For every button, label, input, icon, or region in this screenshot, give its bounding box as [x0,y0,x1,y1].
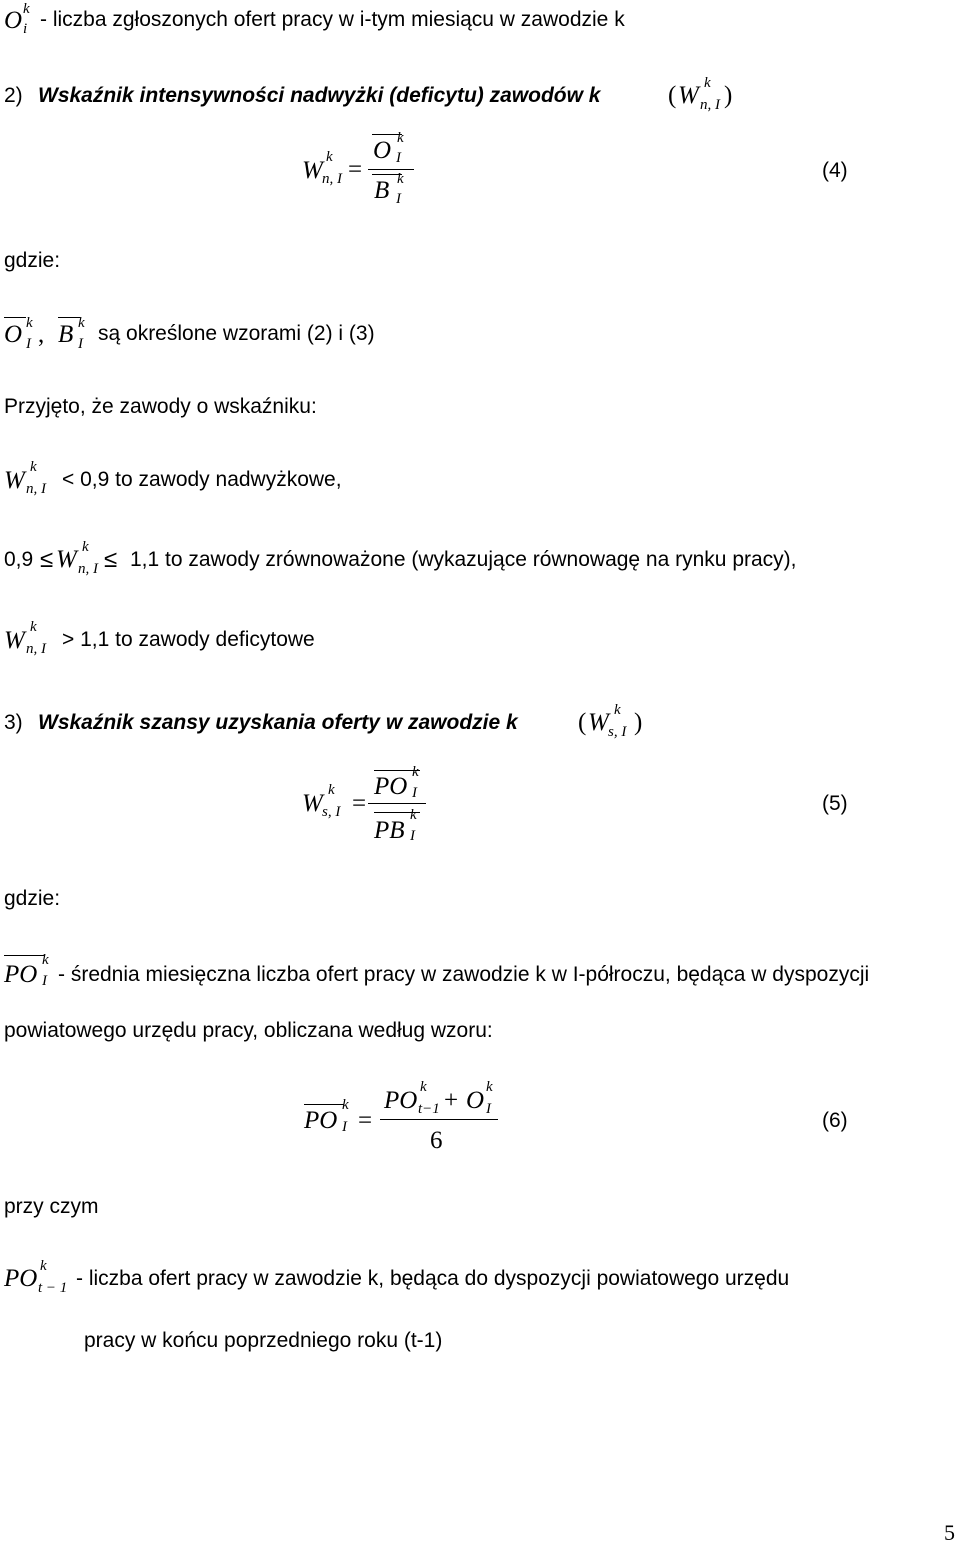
var-PO: PO [304,1107,338,1134]
sup-k: k [30,619,37,635]
section-number: 2) [4,84,23,107]
equation-number: (5) [822,792,848,815]
fraction-bar [368,803,426,804]
var-W: W [4,467,25,494]
definition-text: - liczba zgłoszonych ofert pracy w i-tym miesiącu w zawodzie k [40,8,625,31]
sup-k: k [326,149,333,165]
sub-I: I [396,150,401,166]
var-B: B [58,321,74,348]
sup-k: k [420,1079,427,1095]
var-PO: PO [4,1265,38,1292]
paren-close: ) [724,82,733,109]
var-O: O [4,7,23,34]
var-PO: PO [384,1087,418,1114]
condition-text: > 1,1 to zawody deficytowe [62,628,315,651]
sub-nI: n, I [322,171,342,187]
section-title: Wskaźnik szansy uzyskania oferty w zawodzie k [38,711,518,734]
var-W: W [56,546,77,573]
definition-text: - średnia miesięczna liczba ofert pracy w zawodzie k w I-półroczu, będąca w dyspozycji [58,963,870,986]
sub-I: I [486,1101,491,1117]
section-number: 3) [4,711,23,734]
sub-i: i [23,21,28,37]
sup-k: k [614,702,621,718]
definition-text: są określone wzorami (2) i (3) [98,322,375,345]
sup-k: k [40,1258,47,1274]
paren-open: ( [578,709,587,736]
sub-sI: s, I [322,804,341,820]
sup-k: k [342,1097,349,1113]
sub-I: I [42,973,47,989]
sub-I: I [412,785,417,801]
var-B: B [374,177,390,204]
sup-k: k [328,782,335,798]
var-W: W [4,627,25,654]
var-W: W [302,157,323,184]
var-O: O [373,137,392,164]
var-PO: PO [4,961,38,988]
sub-t-1: t−1 [418,1101,440,1117]
sub-nI: n, I [700,97,720,113]
sub-nI: n, I [78,561,98,577]
sup-k: k [486,1079,493,1095]
sup-k: k [78,315,85,331]
sub-I: I [78,336,83,352]
where-label: gdzie: [4,887,61,910]
sup-k: k [397,130,404,146]
definition-text: pracy w końcu poprzedniego roku (t-1) [84,1329,443,1352]
equation-number: (6) [822,1109,848,1132]
fraction-bar [380,1119,498,1120]
sub-nI: n, I [26,641,46,657]
sup-k: k [397,171,404,187]
equals-sign: = [352,790,367,817]
le-sign: ≤ [104,546,118,573]
page-number: 5 [944,1520,955,1545]
condition-text: 1,1 to zawody zrównoważone (wykazujące równowagę na rynku pracy), [130,548,797,571]
sub-I: I [396,191,401,207]
condition-value: 0,9 [4,548,34,571]
denominator: 6 [430,1127,443,1154]
where-label: gdzie: [4,249,61,272]
var-O: O [4,321,23,348]
var-W: W [588,709,609,736]
sup-k: k [410,807,417,823]
sub-nI: n, I [26,481,46,497]
le-sign: ≤ [40,546,54,573]
sup-k: k [42,952,49,968]
definition-text: - liczba ofert pracy w zawodzie k, będąca do dyspozycji powiatowego urzędu [76,1267,790,1290]
equation-number: (4) [822,159,848,182]
overline [4,317,26,318]
var-O: O [466,1087,485,1114]
overline [4,955,44,956]
sup-k: k [82,539,89,555]
sup-k: k [704,75,711,91]
sup-k: k [412,764,419,780]
sub-I: I [410,828,415,844]
overline [58,317,80,318]
definition-text: powiatowego urzędu pracy, obliczana według wzoru: [4,1019,493,1042]
var-W: W [302,790,323,817]
sub-I: I [26,336,31,352]
section-title: Wskaźnik intensywności nadwyżki (deficytu) zawodów k [38,84,601,107]
equals-sign: = [358,1107,373,1134]
where-label: przy czym [4,1195,99,1218]
comma: , [38,321,45,348]
sub-sI: s, I [608,724,627,740]
var-PO: PO [374,773,408,800]
condition-text: < 0,9 to zawody nadwyżkowe, [62,468,342,491]
equals-sign: = [348,156,363,183]
plus-sign: + [444,1087,459,1114]
var-W: W [678,82,699,109]
var-PB: PB [374,817,405,844]
sup-k: k [23,1,30,17]
sup-k: k [26,315,33,331]
overline [304,1104,344,1105]
sub-t-1: t − 1 [38,1280,68,1296]
assumption-text: Przyjęto, że zawody o wskaźniku: [4,395,317,418]
sub-I: I [342,1119,347,1135]
sup-k: k [30,459,37,475]
fraction-bar [368,169,414,170]
paren-close: ) [634,709,643,736]
paren-open: ( [668,82,677,109]
